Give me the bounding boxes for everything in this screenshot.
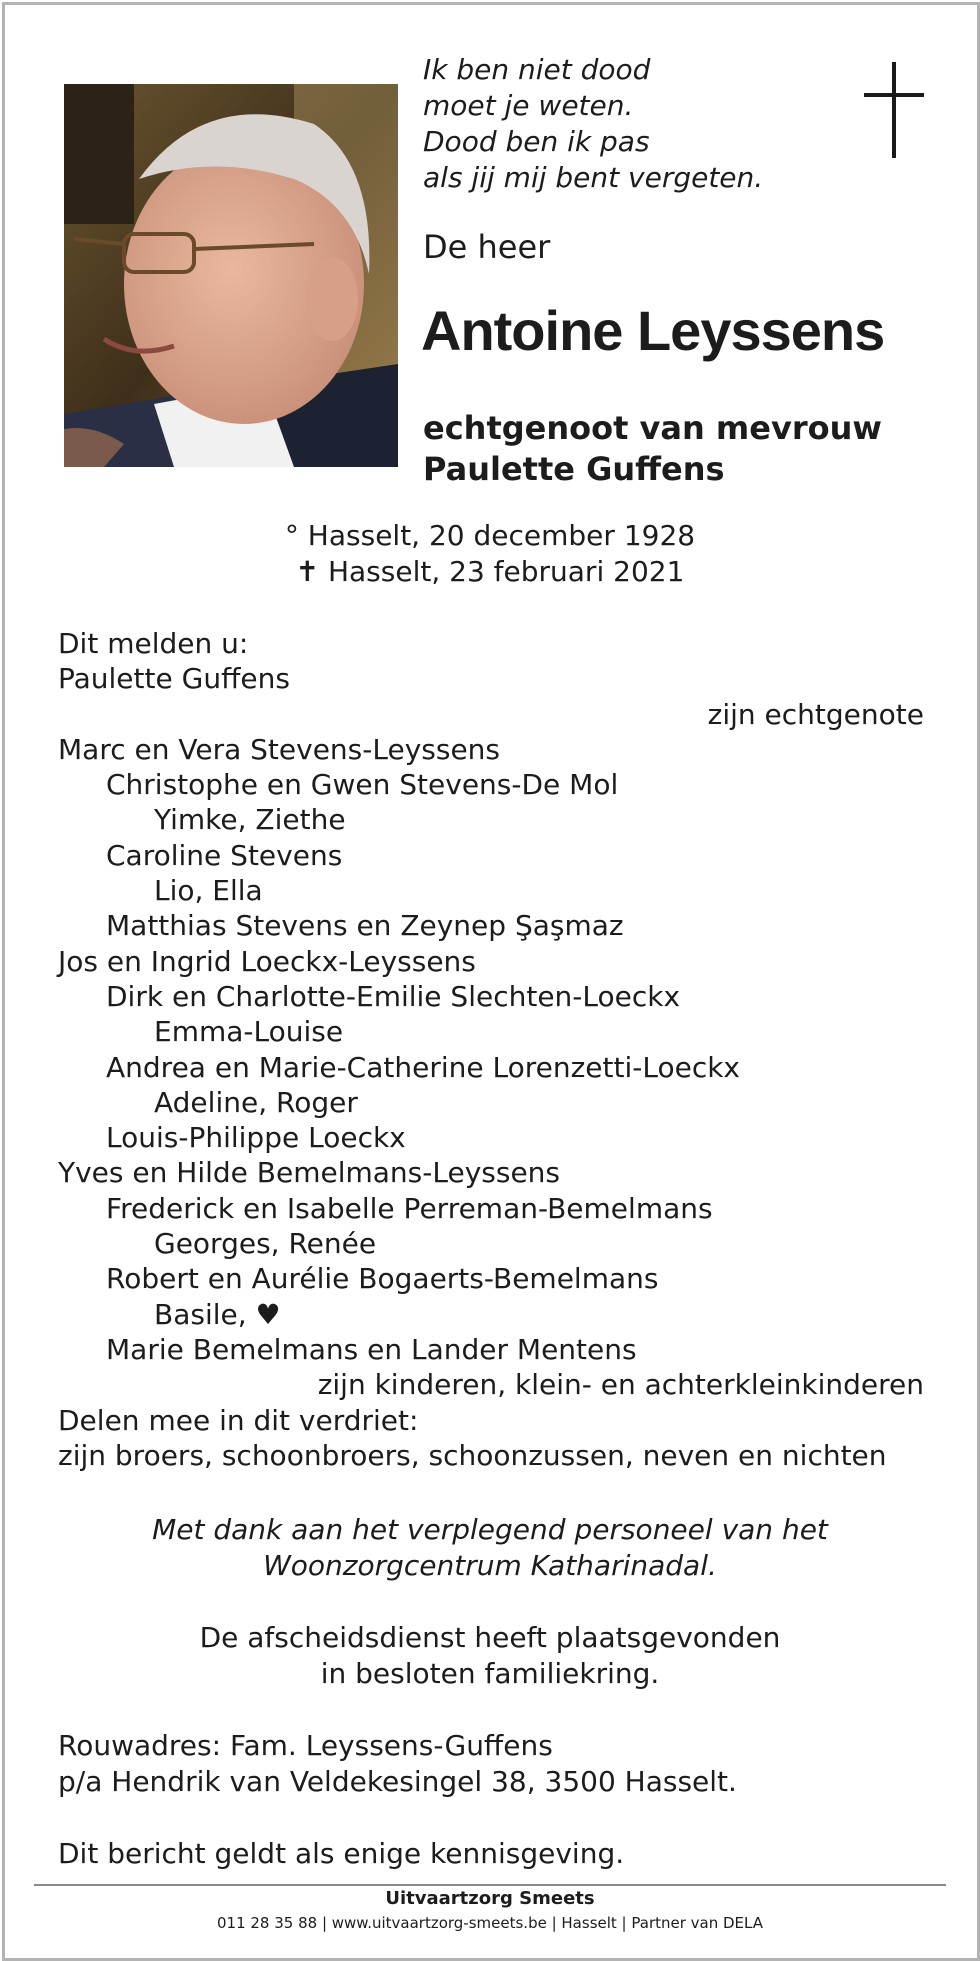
service-note — [0, 1620, 980, 1692]
family-line: Christophe en Gwen Stevens-De Mol — [106, 768, 619, 802]
family-line: zijn kinderen, klein- en achterkleinkinderen — [317, 1368, 924, 1402]
birth-date: ° Hasselt, 20 december 1928 — [284, 519, 696, 552]
family-line: Dit melden u: — [58, 627, 249, 660]
spouse-name: Paulette Guffens — [423, 450, 725, 488]
family-line: zijn echtgenote — [707, 697, 924, 731]
cross-icon — [864, 62, 924, 162]
family-line: Yves en Hilde Bemelmans-Leyssens — [58, 1156, 561, 1190]
notice-text: Dit bericht geldt als enige kennisgeving. — [58, 1837, 625, 1870]
family-line: Georges, Renée — [154, 1227, 377, 1261]
family-line: Marc en Vera Stevens-Leyssens — [58, 732, 501, 766]
funeral-company: Uitvaartzorg Smeets — [385, 1888, 595, 1909]
address-line: Rouwadres: Fam. Leyssens-Guffens — [58, 1729, 553, 1762]
family-line: Paulette Guffens — [58, 662, 290, 696]
family-line: Lio, Ella — [154, 874, 263, 908]
service-line: in besloten familiekring. — [320, 1657, 660, 1690]
poem-line: moet je weten. — [423, 89, 634, 122]
service-line: De afscheidsdienst heeft plaatsgevonden — [199, 1621, 781, 1654]
family-line: Caroline Stevens — [106, 838, 343, 872]
family-line: Dirk en Charlotte-Emilie Slechten-Loeckx — [106, 979, 681, 1013]
poem-line: Ik ben niet dood — [423, 53, 651, 86]
family-line: Frederick en Isabelle Perreman-Bemelmans — [106, 1191, 713, 1225]
family-line: Basile, ♥ — [154, 1297, 281, 1331]
address-line: p/a Hendrik van Veldekesingel 38, 3500 Hasselt. — [58, 1765, 737, 1798]
family-line: Emma-Louise — [154, 1015, 344, 1049]
portrait-photo — [64, 84, 398, 467]
death-date: ✝ Hasselt, 23 februari 2021 — [295, 555, 685, 588]
deceased-name: Antoine Leyssens — [421, 299, 885, 362]
life-dates — [0, 518, 980, 590]
spouse-line: echtgenoot van mevrouw — [423, 409, 882, 447]
family-line: Marie Bemelmans en Lander Mentens — [106, 1332, 637, 1366]
thanks-line: Met dank aan het verplegend personeel van het — [152, 1513, 828, 1546]
poem — [423, 52, 843, 196]
funeral-company-info: 011 28 35 88 | www.uitvaartzorg-smeets.be | Hasselt | Partner van DELA — [216, 1914, 763, 1932]
family-line: Matthias Stevens en Zeynep Şaşmaz — [106, 909, 624, 943]
poem-line: als jij mij bent vergeten. — [423, 161, 764, 194]
family-line: Yimke, Ziethe — [154, 803, 346, 837]
poem-line: Dood ben ik pas — [423, 125, 650, 158]
family-line: Louis-Philippe Loeckx — [106, 1121, 406, 1155]
thanks-line: Woonzorgcentrum Katharinadal. — [263, 1549, 717, 1582]
spouse-info — [423, 408, 882, 490]
family-line: Andrea en Marie-Catherine Lorenzetti-Loeckx — [106, 1050, 741, 1084]
honorific: De heer — [423, 228, 551, 266]
family-list — [58, 626, 924, 1473]
thanks-note — [0, 1512, 980, 1584]
family-line: Delen mee in dit verdriet: — [58, 1403, 419, 1437]
family-line: zijn broers, schoonbroers, schoonzussen, neven en nichten — [58, 1438, 887, 1472]
mourning-address — [58, 1728, 737, 1800]
family-line: Adeline, Roger — [154, 1085, 358, 1119]
footer-divider — [34, 1884, 946, 1886]
family-line: Jos en Ingrid Loeckx-Leyssens — [58, 944, 476, 978]
family-line: Robert en Aurélie Bogaerts-Bemelmans — [106, 1262, 659, 1296]
